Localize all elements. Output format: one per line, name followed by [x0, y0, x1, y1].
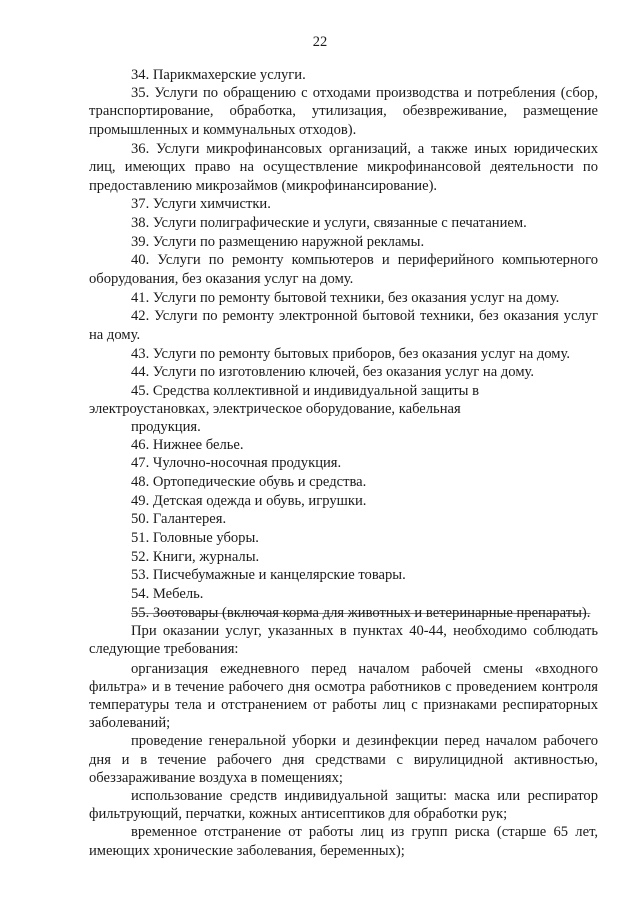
list-item-39: 39. Услуги по размещению наружной рекламы.: [131, 233, 425, 250]
list-item-49: 49. Детская одежда и обувь, игрушки.: [131, 492, 367, 509]
list-item-38: 38. Услуги полиграфические и услуги, связанные с печатанием.: [131, 214, 527, 231]
list-item-45-continuation: продукция.: [131, 419, 201, 436]
list-item-40: 40. Услуги по ремонту компьютеров и периферийного компьютерного оборудования, без оказания услуг на дому.: [89, 252, 598, 287]
requirement-item: проведение генеральной уборки и дезинфекции перед началом рабочего дня и в течение рабочего дня средствами с вирулицидной активностью, обеззараживание воздуха в помещениях;: [89, 733, 598, 786]
list-item-52: 52. Книги, журналы.: [131, 548, 260, 565]
list-item-53: 53. Писчебумажные и канцелярские товары.: [131, 567, 406, 584]
list-item-45: 45. Средства коллективной и индивидуальной защиты в электроустановках, электрическое оборудование, кабельная: [89, 382, 480, 417]
list-item-43: 43. Услуги по ремонту бытовых приборов, без оказания услуг на дому.: [131, 345, 571, 362]
list-item-55: 55. Зоотовары (включая корма для животных и ветеринарные препараты).: [131, 604, 591, 621]
requirement-item: организация ежедневного перед началом рабочей смены «входного фильтра» и в течение рабочего дня осмотра работников с проведением контроля температуры тела и отстранением от работы лиц с признаками респираторных заболеваний;: [89, 660, 598, 732]
list-item-47: 47. Чулочно-носочная продукция.: [131, 455, 342, 472]
list-item-34: 34. Парикмахерские услуги.: [131, 67, 306, 83]
list-item-36: 36. Услуги микрофинансовых организаций, а также иных юридических лиц, имеющих право на осуществление микрофинансовой деятельности по предоставлению микрозаймов (микрофинансирование).: [89, 141, 598, 194]
list-item-50: 50. Галантерея.: [131, 511, 227, 528]
list-item-48: 48. Ортопедические обувь и средства.: [131, 474, 367, 491]
list-item-37: 37. Услуги химчистки.: [131, 195, 271, 212]
page-number: 22: [312, 34, 328, 50]
requirement-item: использование средств индивидуальной защиты: маска или респиратор фильтрующий, перчатки, кожных антисептиков для обработки рук;: [89, 787, 598, 823]
list-item-35: 35. Услуги по обращению с отходами производства и потребления (сбор, транспортирование, обработка, утилизация, обезвреживание, размещение промышленных и коммунальных отходов).: [89, 85, 598, 138]
list-item-42: 42. Услуги по ремонту электронной бытовой техники, без оказания услуг на дому.: [89, 308, 598, 343]
list-item-54: 54. Мебель.: [131, 585, 204, 602]
list-item-51: 51. Головные уборы.: [131, 529, 259, 546]
list-item-41: 41. Услуги по ремонту бытовой техники, без оказания услуг на дому.: [131, 289, 560, 306]
requirements-intro: При оказании услуг, указанных в пунктах 40-44, необходимо соблюдать следующие требования:: [89, 622, 598, 657]
document-body: [89, 66, 598, 860]
list-item-44: 44. Услуги по изготовлению ключей, без оказания услуг на дому.: [131, 363, 535, 380]
requirement-item: временное отстранение от работы лиц из групп риска (старше 65 лет, имеющих хронические заболевания, беременных);: [89, 824, 598, 859]
list-item-46: 46. Нижнее белье.: [131, 437, 244, 454]
